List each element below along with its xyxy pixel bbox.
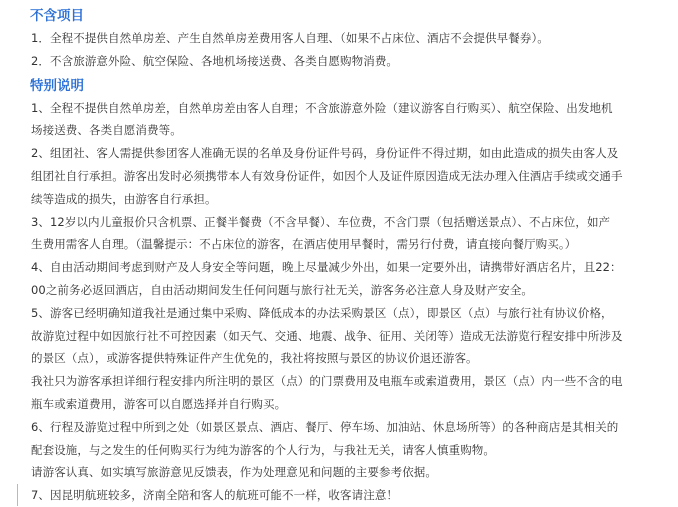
note-line: 6、行程及游览过程中所到之处（如景区景点、酒店、餐厅、停车场、加油站、休息场所等）的各种商店是其相关的 xyxy=(31,419,619,434)
excluded-item-1: 1．全程不提供自然单房差、产生自然单房差费用客人自理、（如果不占床位、酒店不会提供早餐券）。 xyxy=(31,31,549,45)
divider-mark xyxy=(17,484,18,506)
note-line: 4、自由活动期间考虑到财产及人身安全等问题，晚上尽量减少外出，如果一定要外出，请携带好酒店名片，且22： xyxy=(31,260,622,275)
note-line: 瓶车或索道费用，游客可以自愿选择并自行购买。 xyxy=(31,396,287,411)
note-line: 3、12岁以内儿童报价只含机票、正餐半餐费（不含早餐）、车位费，不含门票（包括赠送景点）、不占床位，如产 xyxy=(31,214,611,229)
note-line: 7、因昆明航班较多，济南全陪和客人的航班可能不一样，收客请注意！ xyxy=(31,488,399,503)
excluded-item-2: 2．不含旅游意外险、航空保险、各地机场接送费、各类自愿购物消费。 xyxy=(31,53,399,68)
note-line: 的景区（点），或游客提供特殊证件产生优免的，我社将按照与景区的协议价退还游客。 xyxy=(31,351,478,366)
note-line: 配套设施，与之发生的任何购买行为纯为游客的个人行为，与我社无关，请客人慎重购物。 xyxy=(31,442,495,457)
note-line: 故游览过程中如因旅行社不可控因素（如天气、交通、地震、战争、征用、关闭等）造成无法游览行程安排中所涉及 xyxy=(31,328,623,343)
note-line: 1、全程不提供自然单房差，自然单房差由客人自理；不含旅游意外险（建议游客自行购买）、航空保险、出发地机 xyxy=(31,100,613,115)
document-body xyxy=(20,5,670,507)
note-line: 续等造成的损失，由游客自行承担。 xyxy=(31,191,217,206)
note-line: 我社只为游客承担详细行程安排内所注明的景区（点）的门票费用及电瓶车或索道费用，景区（点）内一些不含的电 xyxy=(31,374,623,389)
section-excluded-items xyxy=(20,5,670,73)
note-line: 2、组团社、客人需提供参团客人准确无误的名单及身份证件号码，身份证件不得过期，如由此造成的损失由客人及 xyxy=(31,146,619,161)
section-special-notes xyxy=(20,75,670,507)
section-title-special-notes: 特别说明 xyxy=(30,77,84,94)
top-rule xyxy=(0,0,678,1)
note-line: 00之前务必返回酒店，自由活动期间发生任何问题与旅行社无关，游客务必注意人身及财产安全。 xyxy=(31,282,534,297)
note-line: 请游客认真、如实填写旅游意见反馈表，作为处理意见和问题的主要参考依据。 xyxy=(31,465,437,480)
section-title-excluded: 不含项目 xyxy=(30,8,84,24)
note-line: 5、游客已经明确知道我社是通过集中采购、降低成本的办法采购景区（点），即景区（点）与旅行社有协议价格， xyxy=(31,305,613,320)
note-line: 组团社自行承担。游客出发时必须携带本人有效身份证件，如因个人及证件原因造成无法办理入住酒店手续或交通手 xyxy=(31,168,623,183)
note-line: 生费用需客人自理。（温馨提示：不占床位的游客，在酒店使用早餐时，需另行付费，请直接向餐厅购买。） xyxy=(31,237,577,252)
note-line: 场接送费、各类自愿消费等。 xyxy=(31,123,182,138)
